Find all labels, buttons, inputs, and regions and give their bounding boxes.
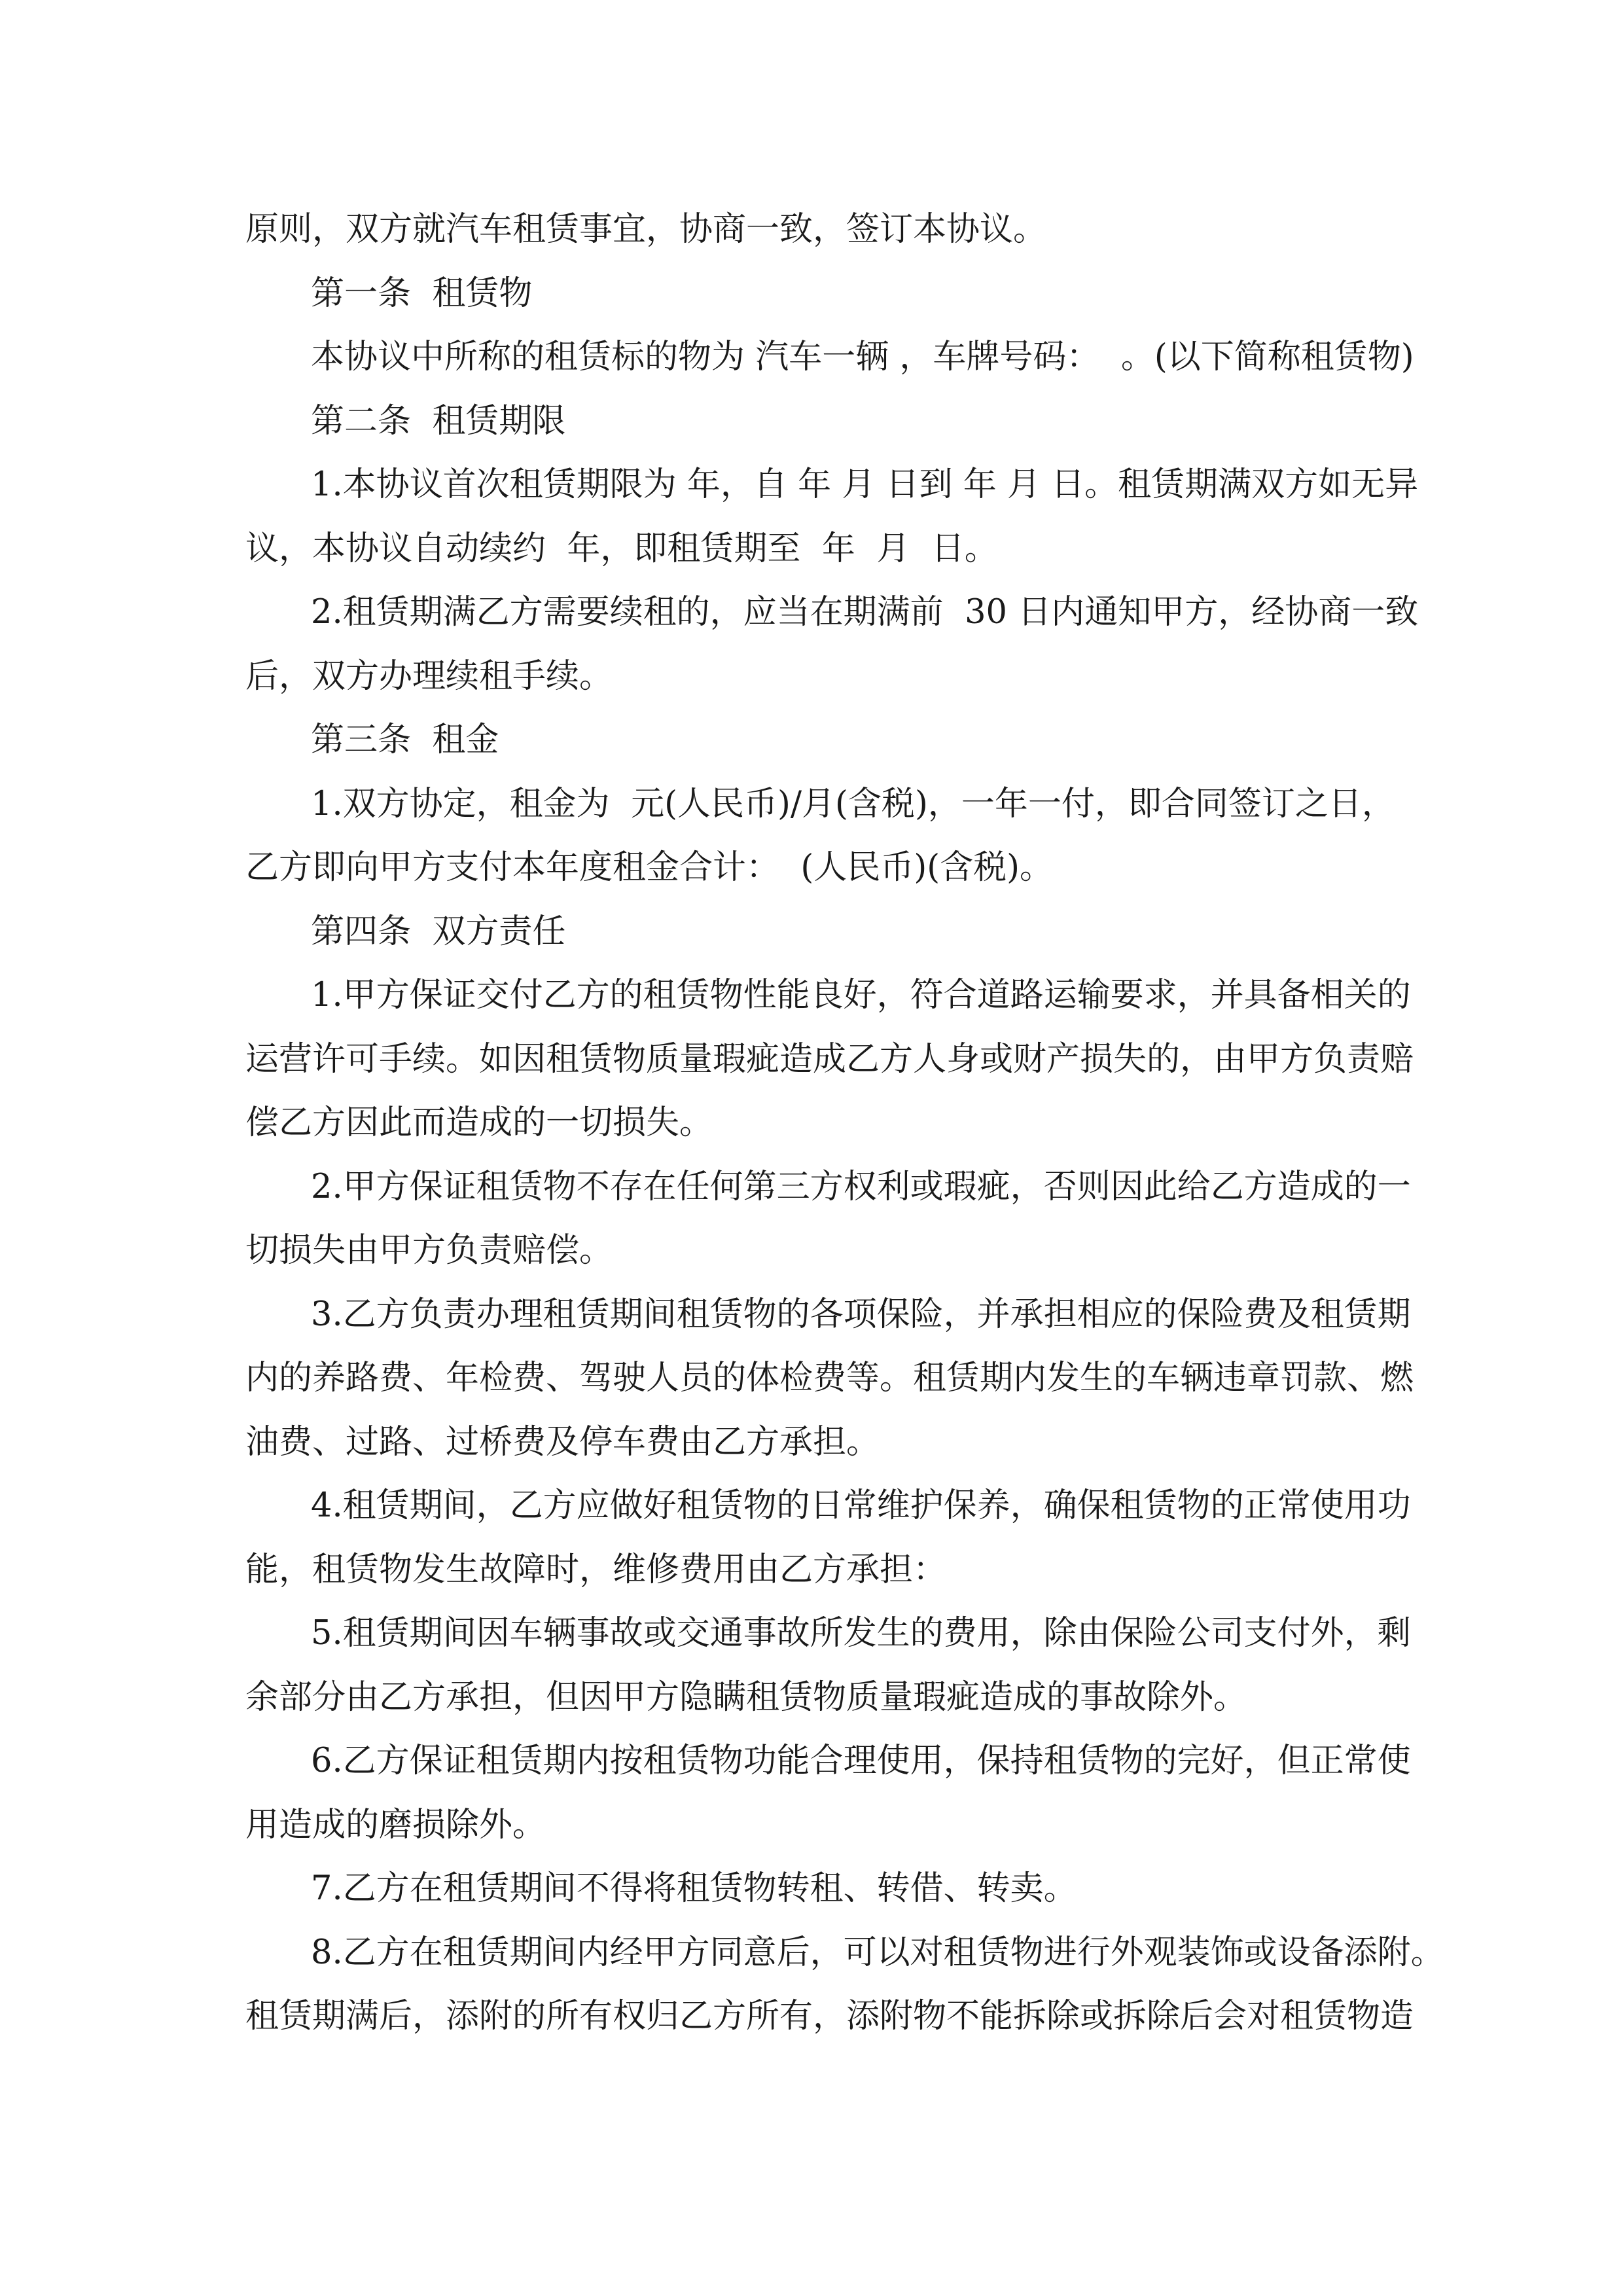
text-line: 1.甲方保证交付乙方的租赁物性能良好，符合道路运输要求，并具备相关的	[311, 976, 1411, 1014]
text-line: 2.租赁期满乙方需要续租的，应当在期满前 30 日内通知甲方，经协商一致	[311, 593, 1419, 632]
text-line: 用造成的磨损除外。	[245, 1805, 546, 1844]
text-line: 2.甲方保证租赁物不存在任何第三方权利或瑕疵，否则因此给乙方造成的一	[311, 1167, 1411, 1206]
text-line: 议，本协议自动续约 年，即租赁期至 年 月 日。	[245, 529, 998, 568]
text-line: 偿乙方因此而造成的一切损失。	[245, 1103, 713, 1142]
text-line: 5.租赁期间因车辆事故或交通事故所发生的费用，除由保险公司支付外，剩	[311, 1614, 1411, 1653]
text-line: 本协议中所称的租赁标的物为 汽车一辆 ，车牌号码： 。(以下简称租赁物)	[311, 338, 1414, 376]
text-line: 7.乙方在租赁期间不得将租赁物转租、转借、转卖。	[311, 1869, 1077, 1908]
text-line: 租赁期满后，添附的所有权归乙方所有，添附物不能拆除或拆除后会对租赁物造	[245, 1997, 1414, 2036]
text-line: 余部分由乙方承担，但因甲方隐瞒租赁物质量瑕疵造成的事故除外。	[245, 1677, 1247, 1717]
text-line: 原则，双方就汽车租赁事宜，协商一致，签订本协议。	[245, 210, 1047, 249]
text-line: 4.租赁期间，乙方应做好租赁物的日常维护保养，确保租赁物的正常使用功	[311, 1486, 1411, 1525]
text-line: 8.乙方在租赁期间内经甲方同意后，可以对租赁物进行外观装饰或设备添附。	[311, 1933, 1444, 1972]
text-line: 内的养路费、年检费、驾驶人员的体检费等。租赁期内发生的车辆违章罚款、燃	[245, 1359, 1414, 1397]
text-line: 3.乙方负责办理租赁期间租赁物的各项保险，并承担相应的保险费及租赁期	[311, 1295, 1411, 1334]
article-heading: 第三条 租金	[311, 721, 499, 759]
article-heading: 第四条 双方责任	[311, 912, 566, 951]
text-line: 油费、过路、过桥费及停车费由乙方承担。	[245, 1422, 880, 1462]
text-line: 1.本协议首次租赁期限为 年，自 年 月 日到 年 月 日。租赁期满双方如无异	[311, 465, 1419, 504]
article-heading: 第一条 租赁物	[311, 274, 533, 313]
text-line: 运营许可手续。如因租赁物质量瑕疵造成乙方人身或财产损失的，由甲方负责赔	[245, 1039, 1414, 1079]
text-line: 1.双方协定，租金为 元(人民币)/月(含税)，一年一付，即合同签订之日，	[311, 784, 1395, 823]
article-heading: 第二条 租赁期限	[311, 401, 566, 440]
document-body	[245, 198, 1444, 2049]
text-line: 能，租赁物发生故障时，维修费用由乙方承担：	[245, 1550, 947, 1589]
text-line: 6.乙方保证租赁期内按租赁物功能合理使用，保持租赁物的完好，但正常使	[311, 1742, 1411, 1780]
text-line: 后，双方办理续租手续。	[245, 656, 613, 696]
text-line: 乙方即向甲方支付本年度租金合计： (人民币)(含税)。	[245, 848, 1054, 887]
text-line: 切损失由甲方负责赔偿。	[245, 1231, 613, 1270]
